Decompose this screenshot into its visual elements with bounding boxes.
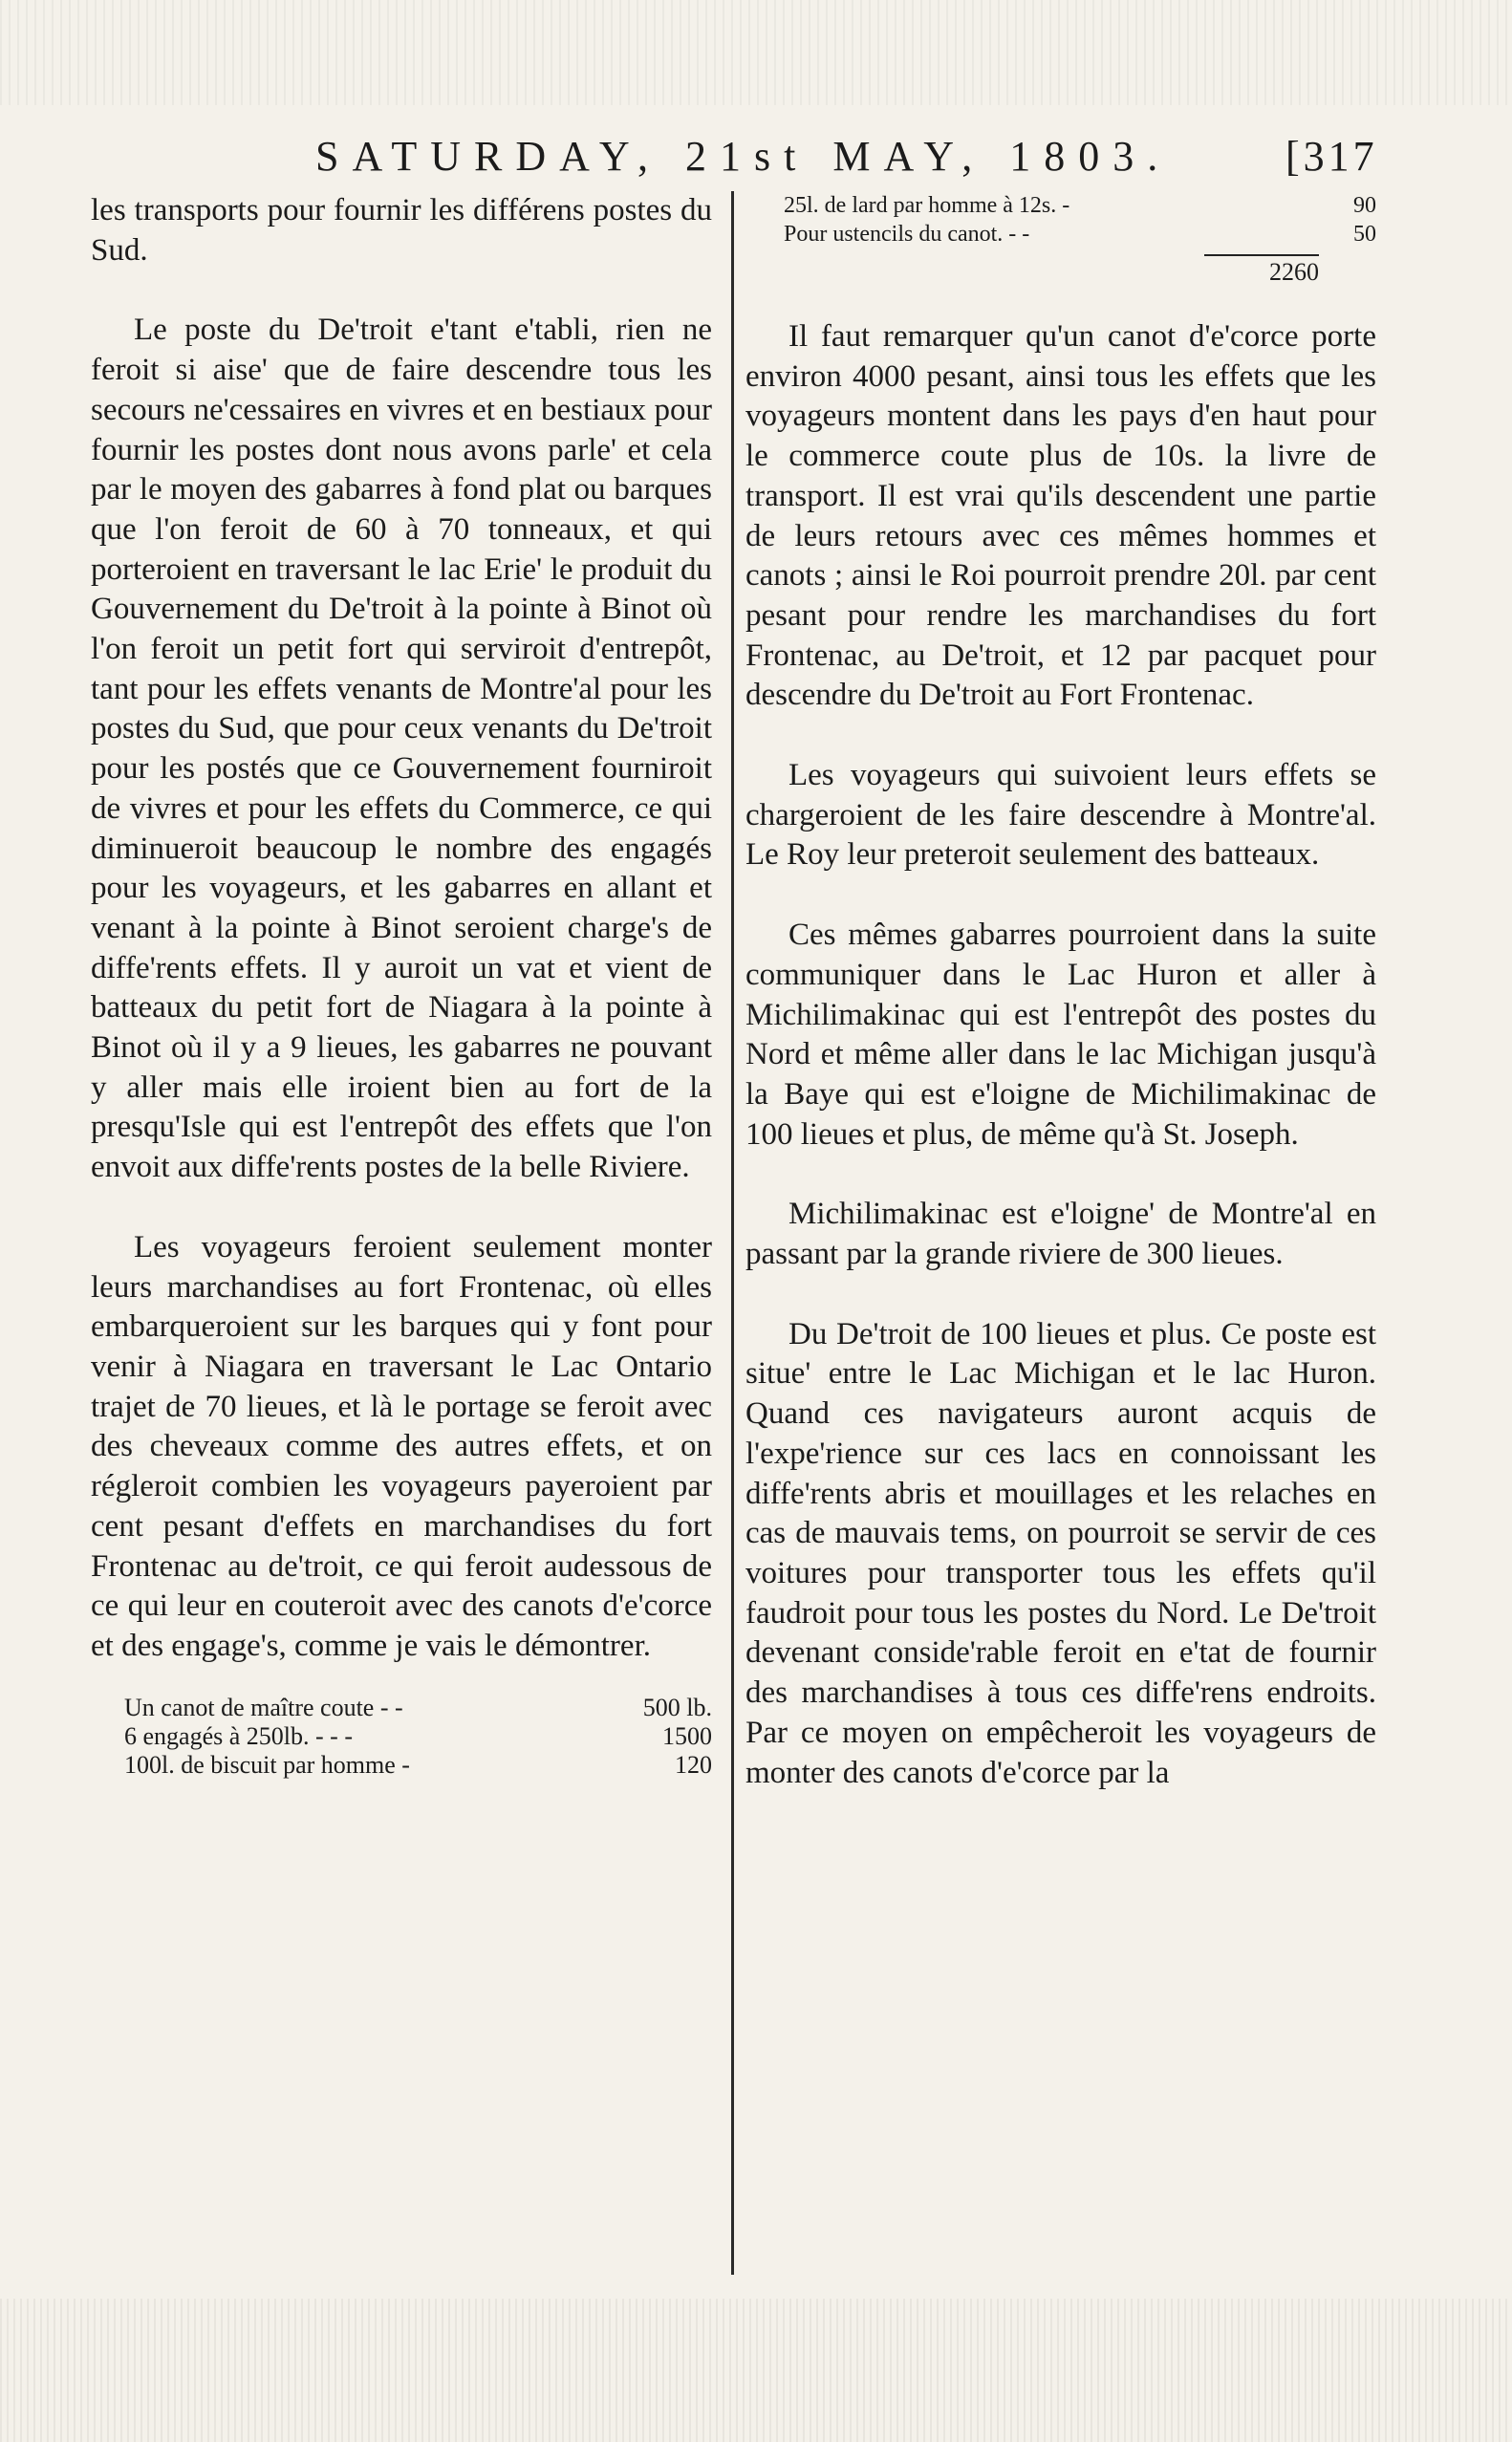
- ledger-value: 50: [1353, 222, 1376, 247]
- ledger-value: 500 lb.: [642, 1693, 712, 1721]
- ledger-row: [784, 191, 1376, 220]
- left-column: [91, 191, 712, 1780]
- column-divider: [731, 191, 734, 2275]
- cost-ledger-continued: [784, 191, 1376, 289]
- paragraph: Les voyageurs qui suivoient leurs effets se chargeroient de les faire descendre à Montre'al. Le Roy leur preteroit seulement des batteaux.: [745, 758, 1376, 873]
- paragraph: Du De'troit de 100 lieues et plus. Ce poste est situe' entre le Lac Michigan et le lac Huron. Quand ces navigateurs auront acquis de l'expe'rience sur ces lacs en connoissant les diffe'rents abris et mouillages et les relaches en cas de mauvais tems, on pourroit se servir de ces voitures pour transporter tous les effets qu'il faudroit pour tous les postes du Nord. Le De'troit devenant conside'rable feroit en e'tat de fournir des marchandises à tous ces diffe'rens endroits. Par ce moyen on empêcheroit les voyageurs de monter des canots d'e'corce par la: [745, 1316, 1376, 1790]
- paragraph: Michilimakinac est e'loigne' de Montre'al en passant par la grande riviere de 300 lieues.: [745, 1197, 1376, 1272]
- ledger-row: [124, 1751, 712, 1780]
- ledger-value: 90: [1353, 193, 1376, 218]
- ledger-row: [124, 1722, 712, 1751]
- paragraph: Les voyageurs feroient seulement monter leurs marchandises au fort Frontenac, où elles embarqueroient sur les barques qui y font pour venir à Niagara en traversant le Lac Ontario trajet de 70 lieues, et là le portage se feroit avec des cheveaux comme des autres effets, et on régleroit combien les voyageurs payeroient par cent pesant d'effets en marchandises du fort Frontenac au de'troit, ce qui feroit audessous de ce qui leur en couteroit avec des canots d'e'corce et des engage's, comme je vais le démontrer.: [91, 1229, 712, 1663]
- cost-ledger: [124, 1694, 712, 1780]
- ledger-label: Un canot de maître coute - -: [124, 1693, 403, 1721]
- paragraph: Il faut remarquer qu'un canot d'e'corce porte environ 4000 pesant, ainsi tous les effets que les voyageurs montent dans les pays d'en haut pour le commerce coute plus de 10s. la livre de transport. Il est vrai qu'ils descendent une partie de leurs retours avec ces mêmes hommes et canots ; ainsi le Roi pourroit prendre 20l. par cent pesant pour rendre les marchandises du fort Frontenac, au De'troit, et 12 par pacquet pour descendre du De'troit au Fort Frontenac.: [745, 319, 1376, 713]
- ledger-row: [784, 220, 1376, 249]
- right-column: [745, 191, 1376, 1793]
- ledger-value: 120: [675, 1750, 712, 1779]
- ledger-label: Pour ustencils du canot. - -: [784, 222, 1030, 247]
- paragraph: les transports pour fournir les différens postes du Sud.: [91, 193, 712, 268]
- ledger-row: [124, 1694, 712, 1722]
- paragraph: Ces mêmes gabarres pourroient dans la suite communiquer dans le Lac Huron et aller à Michilimakinac qui est l'entrepôt des postes du Nord et même aller dans le lac Michigan jusqu'à la Baye qui est e'loigne de Michilimakinac de 100 lieues et plus, de même qu'à St. Joseph.: [745, 918, 1376, 1152]
- page-edge-noise-top: [0, 0, 1512, 105]
- ledger-label: 100l. de biscuit par homme -: [124, 1750, 410, 1779]
- ledger-total: 2260: [1269, 258, 1319, 286]
- page-edge-noise-bottom: [0, 2299, 1512, 2442]
- ledger-label: 25l. de lard par homme à 12s. -: [784, 193, 1070, 218]
- paragraph: Le poste du De'troit e'tant e'tabli, rien ne feroit si aise' que de faire descendre tous les secours ne'cessaires en vivres et en bestiaux pour fournir les postes dont nous avons parle' et cela par le moyen des gabarres à fond plat ou barques que l'on feroit de 60 à 70 tonneaux, et qui porteroient en traversant le lac Erie' le produit du Gouvernement du De'troit à la pointe à Binot où l'on feroit un petit fort qui serviroit d'entrepôt, tant pour les effets venants de Montre'al pour les postes du Sud, que pour ceux venants du De'troit pour les postés que ce Gouvernement fourniroit de vivres et pour les effets du Commerce, ce qui diminueroit beaucoup le nombre des engagés pour les voyageurs, et les gabarres en allant et venant à la pointe à Binot seroient charge's de diffe'rents effets. Il y auroit un vat et vient de batteaux du petit fort de Niagara à la pointe à Binot où il y a 9 lieues, les gabarres ne pouvant y aller mais elle iroient bien au fort de la presqu'Isle qui est l'entrepôt des effets que l'on envoit aux diffe'rents postes de la belle Riviere.: [91, 313, 712, 1185]
- ledger-label: 6 engagés à 250lb. - - -: [124, 1721, 353, 1750]
- ledger-value: 1500: [662, 1721, 712, 1750]
- page-header: SATURDAY, 21st MAY, 1803.: [315, 133, 1172, 180]
- page-number: [317: [1285, 133, 1378, 180]
